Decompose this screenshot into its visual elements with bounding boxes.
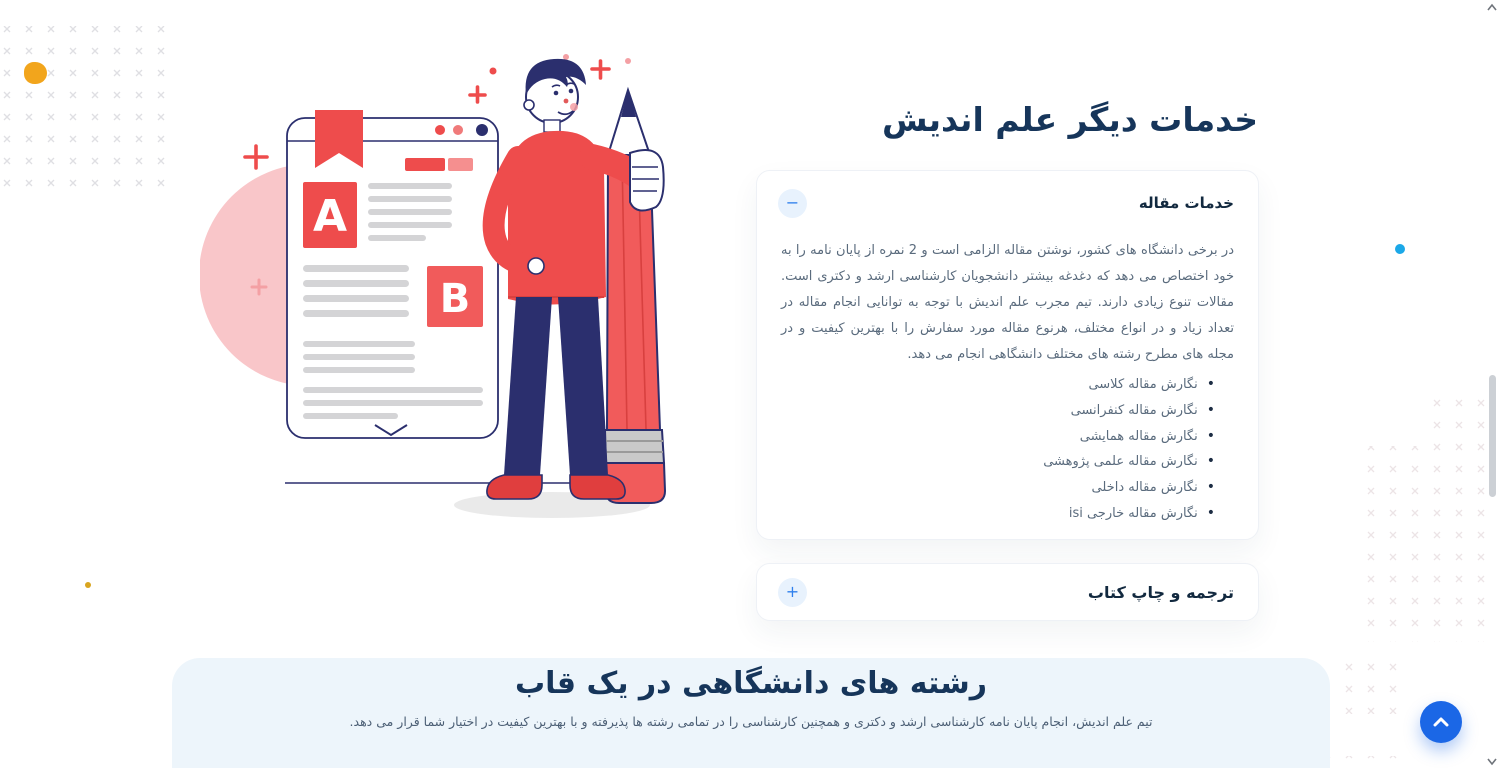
majors-subtitle: تیم علم اندیش، انجام پایان نامه کارشناسی ارشد و دکتری و همچنین کارشناسی را در تمامی رشته ها پذیرفته و با بهترین کیفیت در اختیار شما قرار می دهد. [349, 714, 1153, 729]
dots-pattern-top-left [2, 26, 174, 194]
scrollbar-down-arrow[interactable] [1487, 756, 1497, 766]
dots-pattern-bottom-right [1336, 656, 1400, 714]
chevron-up-icon [1433, 717, 1449, 727]
accordion-item-article-services [756, 170, 1259, 540]
bullet-icon: • [1206, 376, 1215, 392]
hand-on-hip [528, 258, 544, 274]
services-section-heading: خدمات دیگر علم اندیش [881, 100, 1258, 139]
letter-b: B [439, 276, 471, 322]
document-illustration [287, 110, 498, 438]
scrollbar [1483, 0, 1500, 768]
majors-heading: رشته های دانشگاهی در یک قاب [514, 666, 988, 701]
pink-dot-2 [625, 58, 631, 64]
writer-illustration [200, 35, 695, 545]
pink-dot [563, 54, 569, 60]
majors-section [172, 658, 1330, 768]
bullet-icon: • [1206, 401, 1215, 418]
collapse-button[interactable] [778, 189, 807, 218]
list-item-label: نگارش مقاله کنفرانسی [1070, 402, 1198, 418]
list-item [781, 424, 1215, 450]
scroll-to-top-button[interactable] [1420, 701, 1462, 743]
orange-dot [85, 582, 91, 588]
red-dot [490, 68, 497, 75]
minus-icon: − [785, 193, 800, 212]
cyan-dot-right [1395, 244, 1405, 254]
list-item [781, 449, 1215, 475]
bullet-icon: • [1206, 479, 1215, 496]
list-item [781, 475, 1215, 501]
dots-pattern-bottom-edge [1330, 756, 1402, 768]
list-item-label: نگارش مقاله کلاسی [1088, 377, 1198, 392]
gripping-hand [630, 150, 664, 210]
expand-button[interactable] [778, 578, 807, 607]
list-item-label: نگارش مقاله داخلی [1091, 480, 1198, 496]
orange-blob [24, 62, 47, 84]
accordion-header-article-services[interactable] [757, 171, 1258, 235]
bullet-icon: • [1206, 504, 1215, 521]
pencil-ferrule [605, 430, 664, 463]
accordion-body [757, 238, 1258, 527]
scrollbar-up-arrow[interactable] [1487, 3, 1497, 13]
plus-icon: + [785, 582, 800, 601]
dots-pattern-right-lower [1358, 446, 1498, 642]
list-item-label: نگارش مقاله علمی پژوهشی [1043, 454, 1198, 470]
bullet-icon: • [1206, 427, 1215, 444]
list-item-label: نگارش مقاله همایشی [1079, 428, 1198, 444]
accordion-header-book-translation[interactable] [757, 564, 1258, 620]
accordion-title: ترجمه و چاپ کتاب [1087, 582, 1234, 602]
list-item-label: نگارش مقاله خارجی isi [1068, 505, 1198, 521]
list-item [781, 501, 1215, 527]
list-item [781, 398, 1215, 424]
scrollbar-thumb[interactable] [1489, 375, 1496, 497]
accordion-paragraph: در برخی دانشگاه های کشور، نوشتن مقاله الزامی است و 2 نمره از پایان نامه را به خود اختصاص می دهد که دغدغه بیشتر دانشجویان کارشناسی ارشد و دکتری است. مقالات تنوع زیادی دارند. تیم مجرب علم اندیش با توجه به توانایی انجام مقاله در تعداد زیاد و در انواع مختلف، هرنوع مقاله مورد سفارش را با بهترین کیفیت و در مجله های مطرح رشته های مختلف دانشگاهی انجام می دهد. [781, 243, 1234, 362]
accordion-title: خدمات مقاله [1138, 194, 1234, 212]
services-list [781, 372, 1215, 527]
list-item [781, 372, 1215, 398]
letter-a: A [312, 191, 348, 242]
bullet-icon: • [1206, 453, 1215, 470]
accordion-item-book-translation [756, 563, 1259, 621]
